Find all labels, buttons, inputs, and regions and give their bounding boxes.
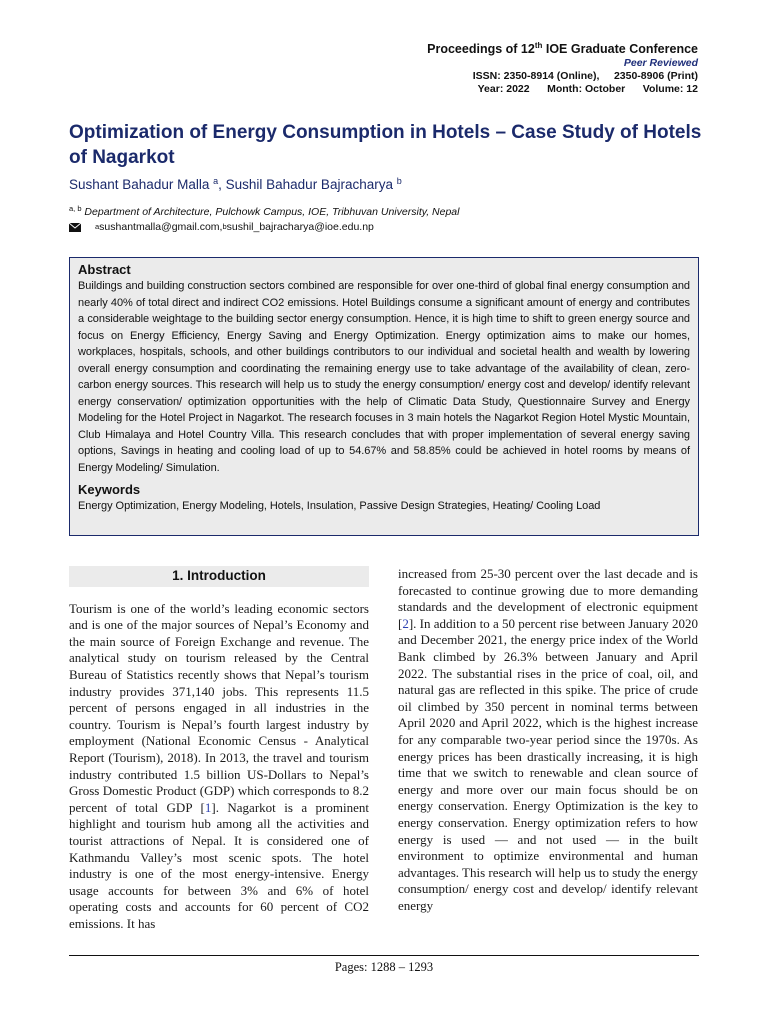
issn-line: ISSN: 2350-8914 (Online), 2350-8906 (Print)	[472, 70, 698, 82]
email-1[interactable]: sushantmalla@gmail.com,	[99, 221, 223, 233]
journal-header	[427, 42, 698, 96]
author-1: Sushant Bahadur Malla	[69, 177, 214, 192]
citation-link-1[interactable]: 1	[204, 799, 212, 815]
abstract-heading: Abstract	[78, 262, 131, 277]
abstract-box	[69, 257, 699, 536]
right-column	[398, 566, 698, 914]
year-month-volume-line: Year: 2022 Month: October Volume: 12	[477, 83, 698, 95]
author-2: Sushil Bahadur Bajracharya	[225, 177, 397, 192]
affiliation: $^{a, b}$ Department of Architecture, Pulchowk Campus, IOE, Tribhuvan University, Nepal	[69, 204, 460, 218]
citation-link-2[interactable]: 2	[402, 615, 409, 631]
envelope-icon	[69, 223, 81, 232]
email-line: a sushantmalla@gmail.com, b sushil_bajracharya@ioe.edu.np	[69, 221, 374, 233]
paper-title: Optimization of Energy Consumption in Hotels – Case Study of Hotels of Nagarkot	[69, 122, 702, 168]
footer-divider	[69, 955, 699, 956]
intro-paragraph-left: Tourism is one of the world’s leading economic sectors and is one of the major sources of Nepal’s Economy and the main source of Foreign Exchange and revenue. The analytical study on tourism released by the Central Bureau of Statistics recently shows that Nepal’s tourism industry provides 371,140 jobs. This represents 11.5 percent of persons engaged in all industries in the country. Tourism is Nepal’s fourth largest industry by employment (National Economic Census - Analytical Report (Tourism), 2018). In 2013, the travel and tourism industry contributed 1.5 billion US-Dollars to Nepal’s Gross Domestic Product (GDP) which corresponds to 8.2 percent of total GDP [1]. Nagarkot is a prominent highlight and tourism hub among all the activities and tourist attractions of Nepal. It is considered one of Kathmandu Valley’s most scenic spots. The hotel industry is one of the most energy-intensive. Energy usage accounts for between 3% and 6% of hotel operating costs and accounts for 60 percent of CO2 emissions. It has	[69, 600, 369, 931]
email-2[interactable]: sushil_bajracharya@ioe.edu.np	[226, 221, 374, 233]
proceedings-title: Proceedings of 12th IOE Graduate Conference	[427, 41, 698, 56]
abstract-text: Buildings and building construction sectors combined are responsible for over one-third of global final energy consumption and nearly 40% of total direct and indirect CO2 emissions. Hotel Buildings consume a significant amount of energy and contributes a considerable weightage to the building sector energy consumption. Hence, it is high time to shift to green energy source and focus on Energy Efficiency, Energy Saving and Energy Optimization. Energy optimization aims to make our homes, workplaces, hospitals, schools, and other buildings contributors to our individual and societal health and wealth by lowering overall energy consumption and coordinating the remaining energy use to take advantage of the availability of clean, zero-carbon energy sources. This research will help us to study the energy consumption/ energy cost and develop/ identify relevant energy conservation/ optimization opportunities with the help of Climatic Data Study, Questionnaire Survey and Energy Modeling for the Hotel Project in Nagarkot. The research focuses in 3 main hotels the Nagarkot Region Hotel Mystic Mountain, Club Himalaya and Hotel Country Villa. This research concludes that with proper implementation of several energy saving options, Savings in heating and cooling load of up to 54.67% and 58.85% could be achieved in hotel rooms by means of Energy Modeling/ Simulation.	[78, 280, 690, 474]
section-heading-introduction: 1. Introduction	[69, 566, 369, 587]
left-column	[69, 566, 369, 932]
peer-reviewed-label: Peer Reviewed	[623, 57, 698, 69]
keywords-text: Energy Optimization, Energy Modeling, Hotels, Insulation, Passive Design Strategies, Heating/ Cooling Load	[78, 500, 601, 512]
page-range: Pages: 1288 – 1293	[334, 960, 434, 974]
intro-paragraph-right: increased from 25-30 percent over the last decade and is forecasted to continue growing due to more demanding standards and the development of electronic equipment [2]. In addition to a 50 percent rise between January 2020 and December 2021, the energy price index of the World Bank climbed by 26.3% between January and April 2022. The substantial rises in the price of coal, oil, and natural gas are reflected in this spike. The price of crude oil climbed by 350 percent in nominal terms between April 2020 and April 2022, which is the highest increase for any comparable two-year period since the 1970s. As energy prices has been drastically increasing, it is high time that we switch to renewable and clean source of energy and more over our main focus should be on energy conservation. Energy Optimization is the key to energy conservation. Energy optimization refers to how energy is used — and not used — in the built environment to optimize environmental and human advantages. This research will help us to study the energy consumption/ energy cost and develop/ identify relevant energy	[398, 566, 698, 913]
keywords-heading: Keywords	[78, 482, 141, 497]
author-list: Sushant Bahadur Malla $^a$, Sushil Bahadur Bajracharya $^b$	[69, 176, 402, 192]
